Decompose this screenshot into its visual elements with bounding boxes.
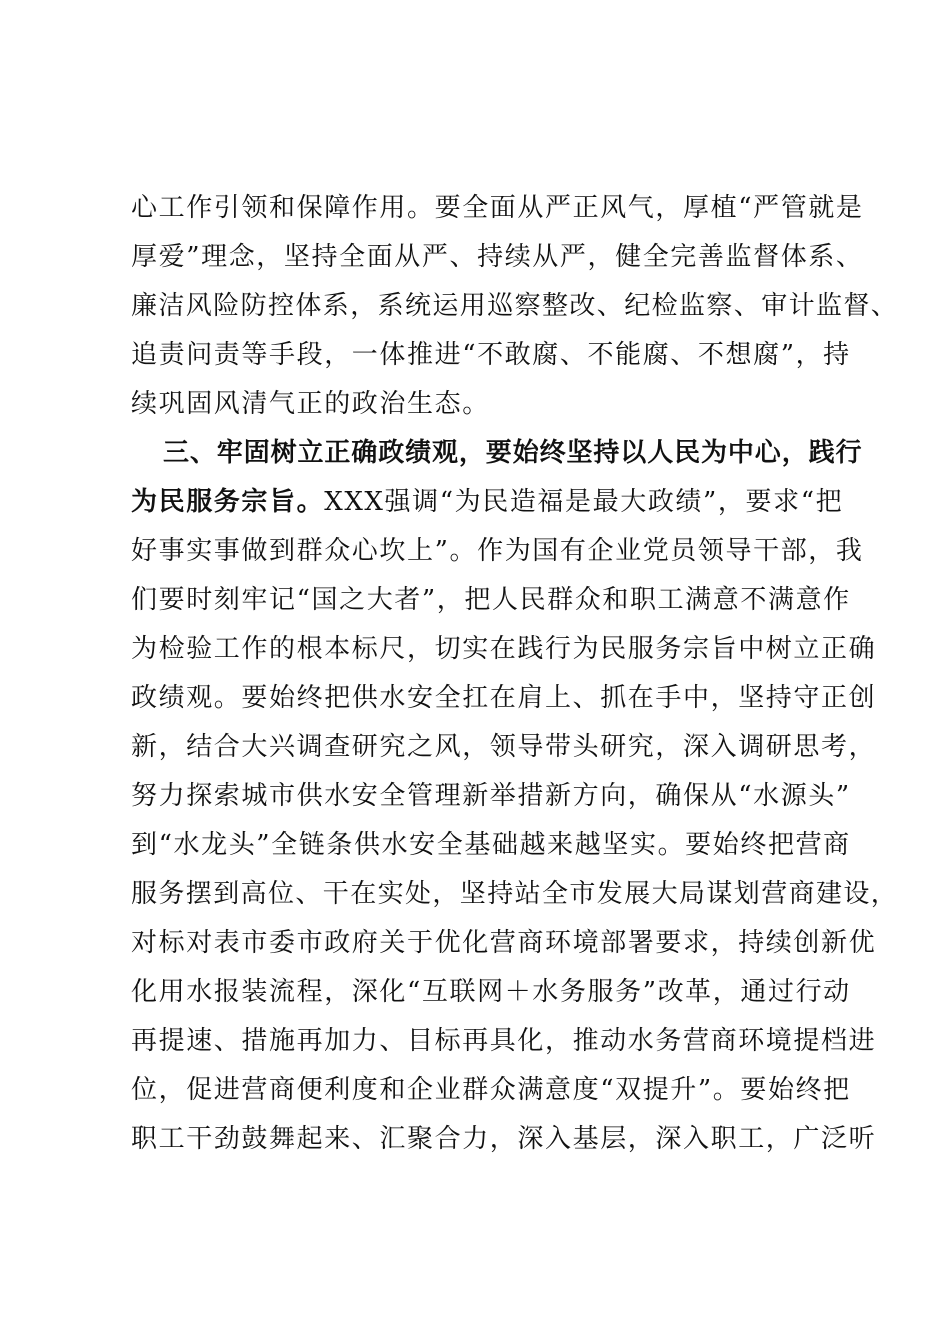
paragraph-line: 位，促进营商便利度和企业群众满意度“双提升”。要始终把	[131, 1075, 851, 1105]
section-heading: 三、牢固树立正确政绩观，要始终坚持以人民为中心，践行	[163, 438, 863, 468]
paragraph-line: 厚爱”理念，坚持全面从严、持续从严，健全完善监督体系、	[131, 242, 864, 272]
paragraph-line: 服务摆到高位、干在实处，坚持站全市发展大局谋划营商建设，	[131, 879, 899, 909]
paragraph-line: 为检验工作的根本标尺，切实在践行为民服务宗旨中树立正确	[131, 634, 877, 664]
paragraph-line: 对标对表市委市政府关于优化营商环境部署要求，持续创新优	[131, 928, 877, 958]
paragraph-line: 续巩固风清气正的政治生态。	[131, 389, 490, 419]
paragraph-line: 化用水报装流程，深化“互联网＋水务服务”改革，通过行动	[131, 977, 851, 1007]
paragraph-text: XXX强调“为民造福是最大政绩”，要求“把	[324, 487, 844, 517]
paragraph-line: 政绩观。要始终把供水安全扛在肩上、抓在手中，坚持守正创	[131, 683, 877, 713]
paragraph-line: 到“水龙头”全链条供水安全基础越来越坚实。要始终把营商	[131, 830, 851, 860]
paragraph-line: 廉洁风险防控体系，系统运用巡察整改、纪检监察、审计监督、	[131, 291, 899, 321]
section-heading-continuation: 为民服务宗旨。	[131, 487, 325, 517]
paragraph-line: 们要时刻牢记“国之大者”，把人民群众和职工满意不满意作	[131, 585, 851, 615]
paragraph-line: 职工干劲鼓舞起来、汇聚合力，深入基层，深入职工，广泛听	[131, 1124, 877, 1154]
paragraph-line: 再提速、措施再加力、目标再具化，推动水务营商环境提档进	[131, 1026, 877, 1056]
paragraph-line: 心工作引领和保障作用。要全面从严正风气，厚植“严管就是	[131, 193, 864, 223]
paragraph-line: 好事实事做到群众心坎上”。作为国有企业党员领导干部，我	[131, 536, 864, 566]
paragraph-line: 新，结合大兴调查研究之风，领导带头研究，深入调研思考，	[131, 732, 877, 762]
paragraph-line: 追责问责等手段，一体推进“不敢腐、不能腐、不想腐”，持	[131, 340, 851, 370]
paragraph-line: 努力探索城市供水安全管理新举措新方向，确保从“水源头”	[131, 781, 851, 811]
paragraph-line	[131, 486, 844, 518]
